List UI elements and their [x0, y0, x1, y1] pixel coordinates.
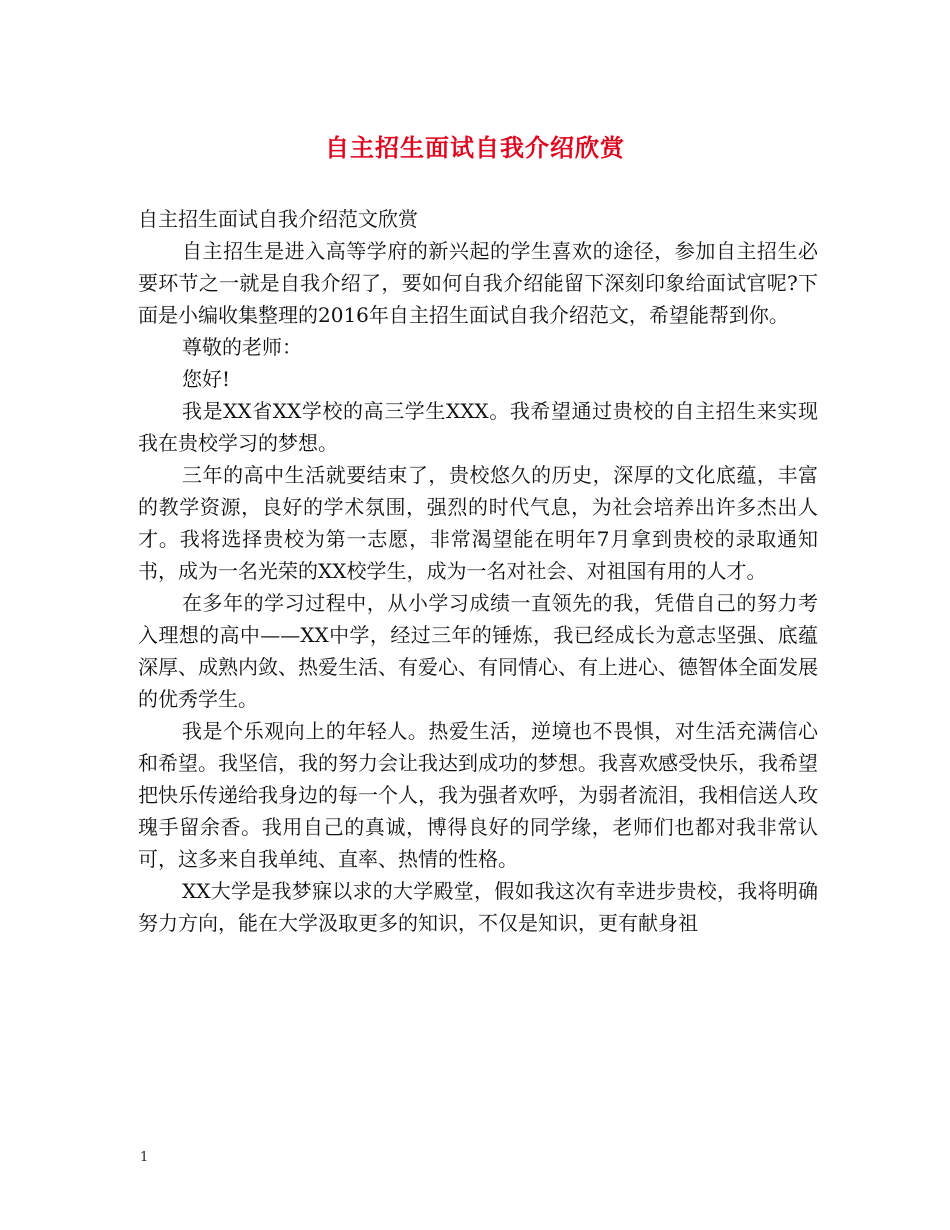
paragraph-university-goal: XX大学是我梦寐以求的大学殿堂，假如我这次有幸进步贵校，我将明确努力方向，能在大学汲取更多的知识，不仅是知识，更有献身祖	[138, 879, 818, 935]
document-title: 自主招生面试自我介绍欣赏	[325, 133, 625, 162]
paragraph-school-choice: 三年的高中生活就要结束了，贵校悠久的历史，深厚的文化底蕴，丰富的教学资源，良好的学术氛围，强烈的时代气息，为社会培养出许多杰出人才。我将选择贵校为第一志愿，非常渴望能在明年7月拿到贵校的录取通知书，成为一名光荣的XX校学生，成为一名对社会、对祖国有用的人才。	[138, 463, 818, 583]
document-body	[138, 203, 818, 939]
paragraph-study-history: 在多年的学习过程中，从小学习成绩一直领先的我，凭借自己的努力考入理想的高中——XX中学，经过三年的锤炼，我已经成长为意志坚强、底蕴深厚、成熟内敛、热爱生活、有爱心、有同情心、有上进心、德智体全面发展的优秀学生。	[138, 591, 818, 711]
paragraph-personality: 我是个乐观向上的年轻人。热爱生活，逆境也不畏惧，对生活充满信心和希望。我坚信，我的努力会让我达到成功的梦想。我喜欢感受快乐，我希望把快乐传递给我身边的每一个人，我为强者欢呼，为弱者流泪，我相信送人玫瑰手留余香。我用自己的真诚，博得良好的同学缘，老师们也都对我非常认可，这多来自我单纯、直率、热情的性格。	[138, 719, 818, 871]
document-subtitle: 自主招生面试自我介绍范文欣赏	[138, 207, 418, 231]
paragraph-intro: 自主招生是进入高等学府的新兴起的学生喜欢的途径，参加自主招生必要环节之一就是自我介绍了，要如何自我介绍能留下深刻印象给面试官呢?下面是小编收集整理的2016年自主招生面试自我介绍范文，希望能帮到你。	[138, 239, 818, 327]
paragraph-greeting: 您好!	[182, 367, 231, 391]
paragraph-self-intro: 我是XX省XX学校的高三学生XXX。我希望通过贵校的自主招生来实现我在贵校学习的梦想。	[138, 399, 818, 455]
page-number: 1	[140, 1150, 149, 1165]
paragraph-salutation: 尊敬的老师：	[182, 335, 302, 359]
